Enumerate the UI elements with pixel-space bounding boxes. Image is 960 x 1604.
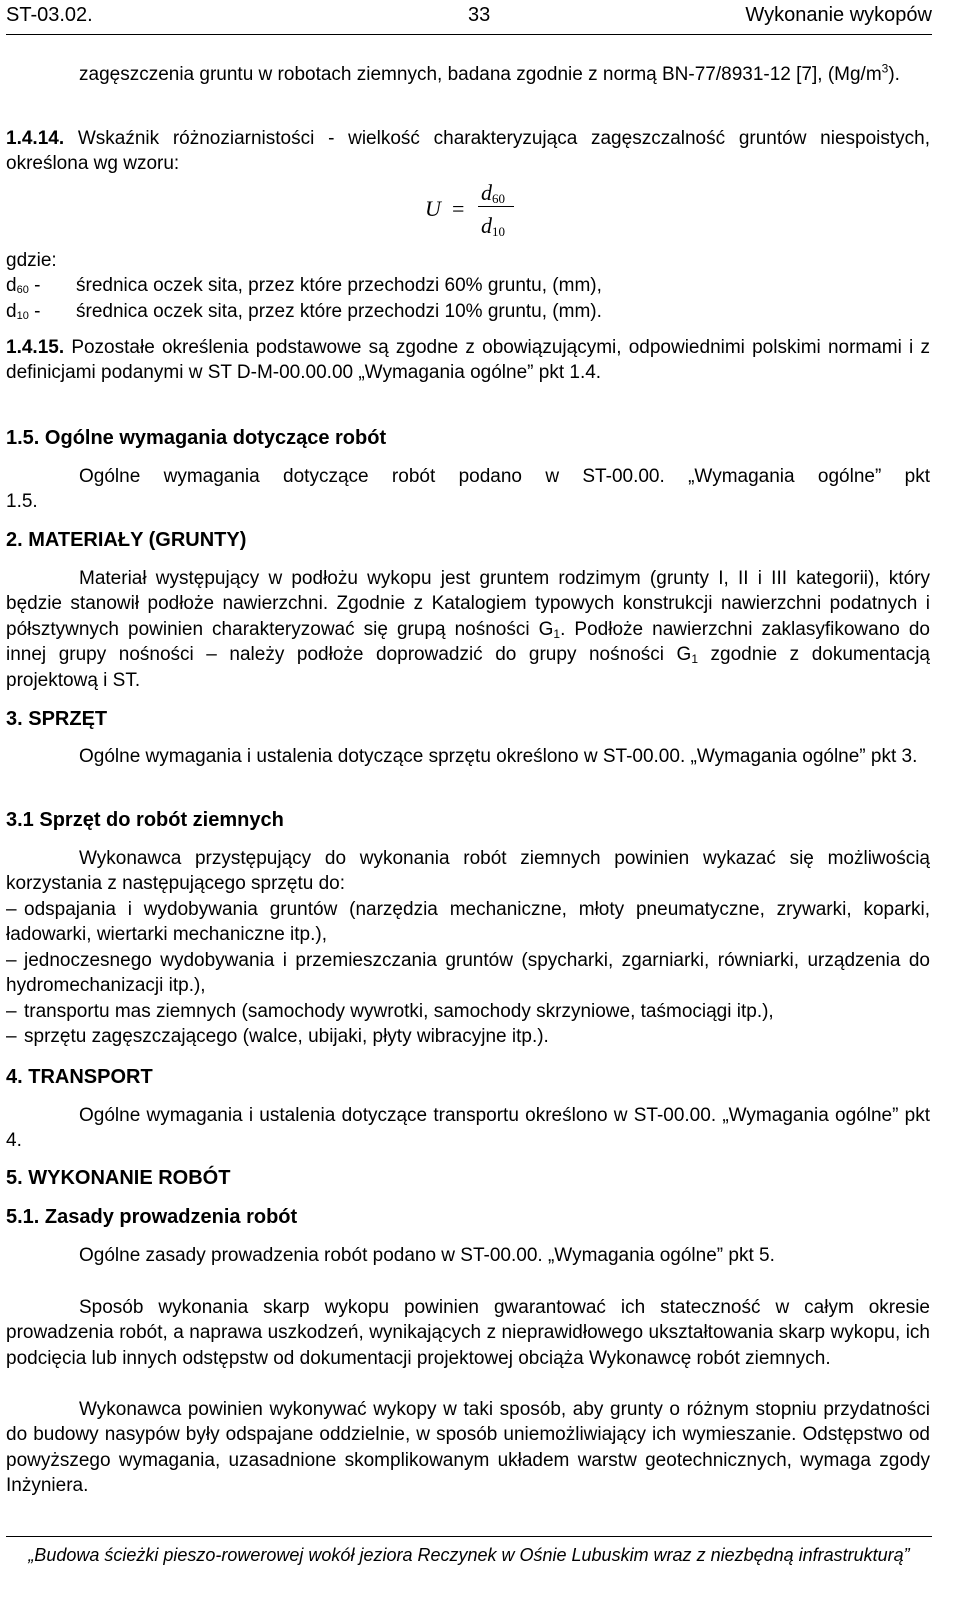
fraction-bar xyxy=(478,206,514,207)
paragraph-1-5: Ogólne wymagania dotyczące robót podano w ST-00.00. „Wymagania ogólne” pkt 1.5. xyxy=(6,466,930,513)
header-rule xyxy=(6,34,932,35)
definition-number: 1.4.14. xyxy=(6,128,65,149)
intro-tail: ). xyxy=(888,64,900,85)
formula-denominator: $d_{10}$ xyxy=(481,213,505,239)
equipment-list xyxy=(6,897,930,1049)
heading-4: 4. TRANSPORT xyxy=(6,1066,153,1088)
list-item: – transportu mas ziemnych (samochody wywrotki, samochody skrzyniowe, taśmociągi itp.), xyxy=(6,1000,774,1022)
list-item: – sprzętu zagęszczającego (walce, ubijaki, płyty wibracyjne itp.). xyxy=(6,1026,549,1048)
intro-text: zagęszczenia gruntu w robotach ziemnych, badana zgodnie z normą BN-77/8931-12 [7], (Mg/m xyxy=(79,64,882,85)
formula-lhs: U xyxy=(425,196,441,221)
heading-5-1: 5.1. Zasady prowadzenia robót xyxy=(6,1206,298,1228)
list-item: – odspajania i wydobywania gruntów (narzędzia mechaniczne, młoty pneumatyczne, zrywarki, koparki, ładowarki, wiertarki mechaniczne itp.), xyxy=(6,899,930,946)
paragraph-5-1-general: Ogólne zasady prowadzenia robót podano w ST-00.00. „Wymagania ogólne” pkt 5. xyxy=(79,1245,775,1266)
list-item: – jednoczesnego wydobywania i przemieszczania gruntów (spycharki, zgarniarki, równiarki, urządzenia do hydromechanizacji itp.), xyxy=(6,949,930,997)
definition-1-4-14 xyxy=(6,126,930,177)
footer-rule xyxy=(6,1536,932,1537)
definition-number: 1.4.15. xyxy=(6,337,65,358)
where-label: gdzie: xyxy=(6,250,57,271)
intro-paragraph xyxy=(6,62,930,87)
intro-superscript: 3 xyxy=(881,61,889,76)
paragraph-5-1-soils: Wykonawca powinien wykonywać wykopy w taki sposób, aby grunty o różnym stopniu przydatności do budowy nasypów były odspajane oddzielnie, w sposób uniemożliwiający ich wymieszanie. Odstępstwo od powyższego wymagania, uzasadnione skomplikowanym układem warstw geotechnicznych, wymaga zgody Inżyniera. xyxy=(6,1399,930,1497)
definition-text: Pozostałe określenia podstawowe są zgodne z obowiązującymi, odpowiednimi polskimi normami i z definicjami podanymi w ST D-M-00.00.00 „Wymagania ogólne” pkt 1.4. xyxy=(6,337,930,384)
where-item-d60: $d_{60}$ - średnica oczek sita, przez które przechodzi 60% gruntu, (mm), xyxy=(6,275,602,296)
heading-3: 3. SPRZĘT xyxy=(6,708,108,730)
paragraph-5-1-slopes: Sposób wykonania skarp wykopu powinien gwarantować ich stateczność w całym okresie prowadzenia robót, a naprawa uszkodzeń, wynikających z nieprawidłowego ukształtowania skarp wykopu, ich podcięcia lub innych odstępstw od dokumentacji projektowej obciąża Wykonawcę robót ziemnych. xyxy=(6,1297,930,1369)
paragraph-2: Materiał występujący w podłożu wykopu jest gruntem rodzimym (grunty I, II i III kategorii), który będzie stanowił podłoże nawierzchni. Zgodnie z Katalogiem typowych konstrukcji nawierzchni podatnych i półsztywnych powinien charakteryzować się grupą nośności $G_1$. Podłoże nawierzchni zaklasyfikowano do innej grupy nośności – należy podłoże doprowadzić do grupy nośności $G_1$ zgodnie z dokumentacją projektową i ST. xyxy=(6,568,931,691)
formula-numerator: $d_{60}$ xyxy=(481,180,505,206)
paragraph-4: Ogólne wymagania i ustalenia dotyczące transportu określono w ST-00.00. „Wymagania ogólne” pkt 4. xyxy=(6,1105,930,1152)
heading-3-1: 3.1 Sprzęt do robót ziemnych xyxy=(6,809,284,831)
heading-5: 5. WYKONANIE ROBÓT xyxy=(6,1167,231,1189)
page-header xyxy=(0,0,960,36)
paragraph-3-1: Wykonawca przystępujący do wykonania robót ziemnych powinien wykazać się możliwością korzystania z następującego sprzętu do: xyxy=(6,848,930,895)
paragraph-3: Ogólne wymagania i ustalenia dotyczące sprzętu określono w ST-00.00. „Wymagania ogólne” pkt 3. xyxy=(79,746,918,767)
definition-1-4-15 xyxy=(6,335,930,386)
page-footer: „Budowa ścieżki pieszo-rowerowej wokół jeziora Reczynek w Ośnie Lubuskim wraz z niezbędną infrastrukturą” xyxy=(28,1545,910,1565)
definition-text: Wskaźnik różnoziarnistości - wielkość charakteryzująca zagęszczalność gruntów niespoistych, określona wg wzoru: xyxy=(6,128,930,175)
uniformity-formula xyxy=(425,178,525,248)
header-spec-code: ST-03.02. xyxy=(6,4,93,26)
where-item-d10: $d_{10}$ - średnica oczek sita, przez które przechodzi 10% gruntu, (mm). xyxy=(6,301,602,322)
heading-2: 2. MATERIAŁY (GRUNTY) xyxy=(6,529,247,551)
formula-equals: = xyxy=(452,196,465,221)
header-section-title: Wykonanie wykopów xyxy=(745,4,932,26)
heading-1-5: 1.5. Ogólne wymagania dotyczące robót xyxy=(6,427,387,449)
page-number: 33 xyxy=(468,4,491,26)
